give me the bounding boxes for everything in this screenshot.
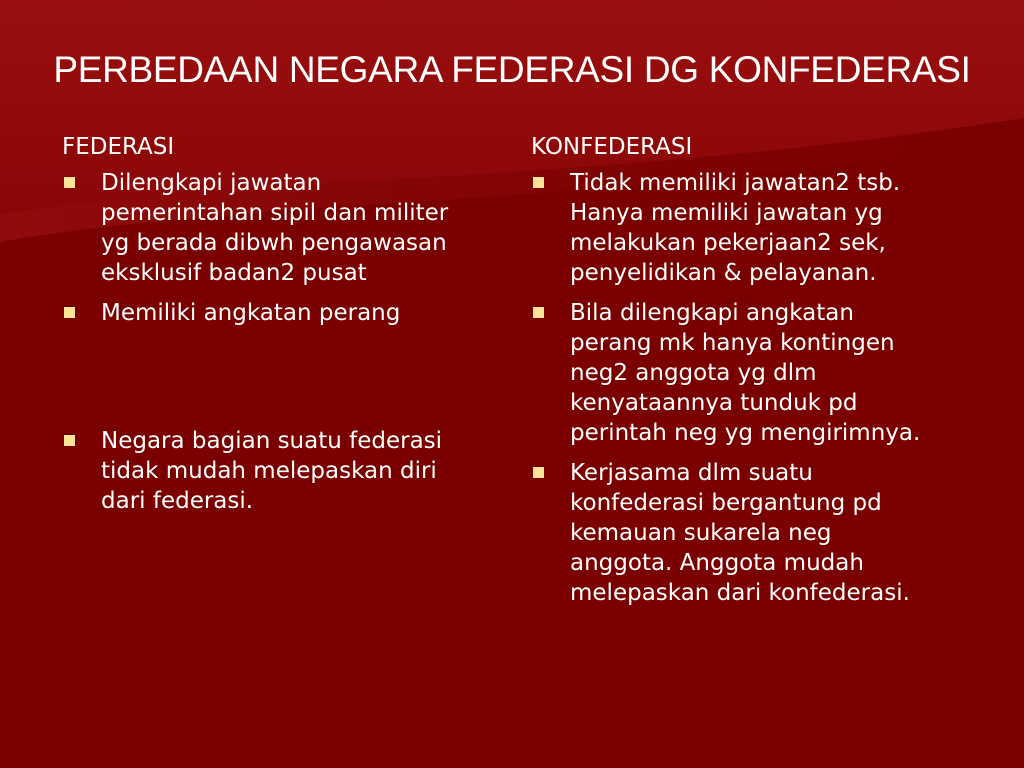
slide-title: PERBEDAAN NEGARA FEDERASI DG KONFEDERASI (53, 49, 971, 90)
square-bullet-icon (533, 467, 544, 478)
federasi-item-text: Negara bagian suatu federasi tidak mudah melepaskan diri dari federasi. (101, 428, 443, 514)
konfederasi-column (531, 132, 971, 618)
square-bullet-icon (533, 307, 544, 318)
konfederasi-item-text: Bila dilengkapi angkatan perang mk hanya kontingen neg2 anggota yg dlm kenyataannya tunduk pd perintah neg yg mengirimnya. (570, 300, 921, 446)
federasi-list (62, 168, 492, 516)
square-bullet-icon (64, 435, 75, 446)
square-bullet-icon (533, 177, 544, 188)
konfederasi-item-text: Kerjasama dlm suatu konfederasi bergantung pd kemauan sukarela neg anggota. Anggota mudah melepaskan dari konfederasi. (570, 460, 910, 606)
federasi-item-text: Memiliki angkatan perang (101, 300, 401, 326)
federasi-column (62, 132, 492, 526)
square-bullet-icon (64, 307, 75, 318)
federasi-list-item (62, 168, 492, 288)
square-bullet-icon (64, 177, 75, 188)
konfederasi-item-text: Tidak memiliki jawatan2 tsb. Hanya memiliki jawatan yg melakukan pekerjaan2 sek, penyelidikan & pelayanan. (570, 170, 901, 286)
konfederasi-list-item (531, 168, 971, 288)
federasi-list-item (62, 298, 492, 328)
konfederasi-list-item (531, 458, 971, 608)
konfederasi-heading: KONFEDERASI (531, 134, 693, 160)
konfederasi-list (531, 168, 971, 608)
federasi-list-item (62, 426, 492, 516)
federasi-heading: FEDERASI (62, 134, 175, 160)
federasi-item-text: Dilengkapi jawatan pemerintahan sipil dan militer yg berada dibwh pengawasan eksklusif badan2 pusat (101, 170, 449, 286)
konfederasi-list-item (531, 298, 971, 448)
